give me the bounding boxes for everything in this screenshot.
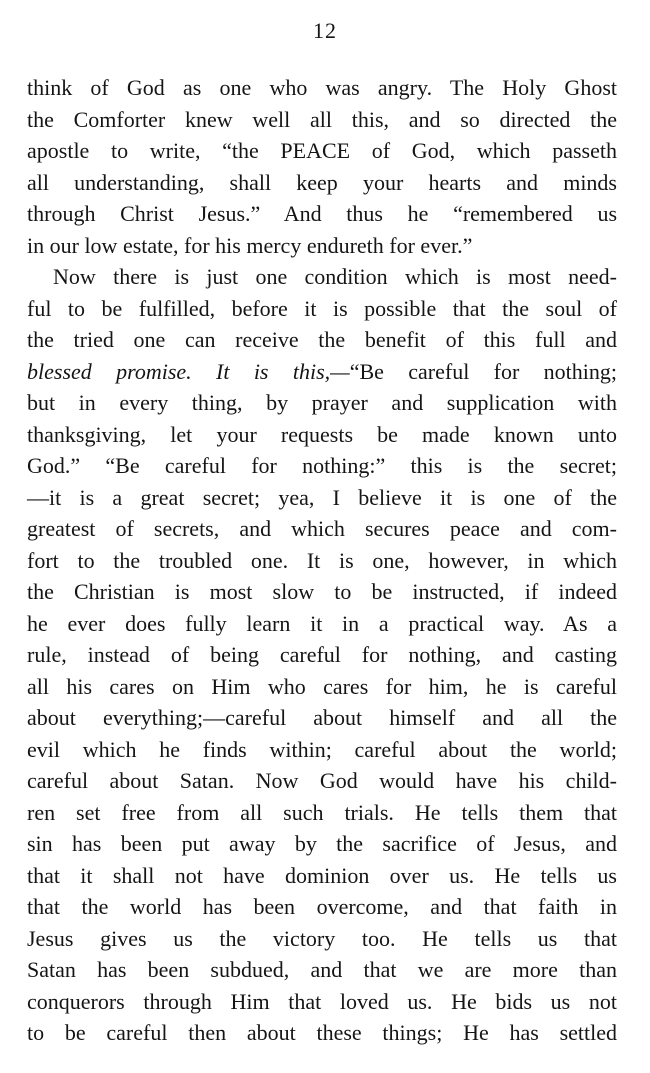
text-line: fort to the troubled one. It is one, however, in which [27, 547, 617, 573]
text-line: he ever does fully learn it in a practical way. As a [27, 610, 617, 636]
text-line: the Christian is most slow to be instructed, if indeed [27, 579, 617, 604]
page-number: 12 [313, 18, 337, 43]
text-line: but in every thing, by prayer and supplication with [27, 390, 617, 415]
text-line: ren set free from all such trials. He tells them that [27, 799, 617, 825]
italic-text: blessed promise. It is this,— [27, 358, 350, 384]
text-line: all his cares on Him who cares for him, he is careful [27, 673, 617, 699]
text-line: Now there is just one condition which is most need- [53, 264, 617, 289]
text-line: careful about Satan. Now God would have his child- [27, 768, 617, 793]
text-line: God.” “Be careful for nothing:” this is the secret; [27, 453, 617, 478]
body-text [27, 72, 617, 1049]
text-line: the tried one can receive the benefit of this full and [27, 327, 617, 352]
text-line: think of God as one who was angry. The Holy Ghost [27, 75, 617, 100]
quote-text: “Be careful for nothing; [349, 358, 617, 384]
text-line: about everything;—careful about himself and all the [27, 705, 617, 730]
text-line [27, 356, 617, 388]
text-line: through Christ Jesus.” And thus he “remembered us [27, 201, 617, 226]
text-line: apostle to write, “the PEACE of God, which passeth [27, 138, 617, 163]
text-line: ful to be fulfilled, before it is possible that the soul of [27, 295, 617, 321]
text-line: Satan has been subdued, and that we are more than [27, 957, 617, 982]
text-line: thanksgiving, let your requests be made known unto [27, 421, 617, 447]
text-line: greatest of secrets, and which secures peace and com- [27, 516, 617, 541]
text-line: all understanding, shall keep your hearts and minds [27, 169, 617, 195]
text-line: —it is a great secret; yea, I believe it is one of the [27, 484, 617, 510]
text-line: that the world has been overcome, and that faith in [27, 894, 617, 919]
text-line: sin has been put away by the sacrifice of Jesus, and [27, 831, 617, 856]
text-line: evil which he finds within; careful about the world; [27, 736, 617, 762]
text-line: Jesus gives us the victory too. He tells us that [27, 925, 617, 951]
text-line: to be careful then about these things; He has settled [27, 1020, 617, 1045]
text-line: in our low estate, for his mercy endureth for ever.” [27, 232, 473, 258]
text-line: conquerors through Him that loved us. He bids us not [27, 988, 617, 1014]
text-line: that it shall not have dominion over us. He tells us [27, 862, 617, 888]
text-line: rule, instead of being careful for nothing, and casting [27, 642, 617, 667]
text-line: the Comforter knew well all this, and so directed the [27, 106, 617, 132]
